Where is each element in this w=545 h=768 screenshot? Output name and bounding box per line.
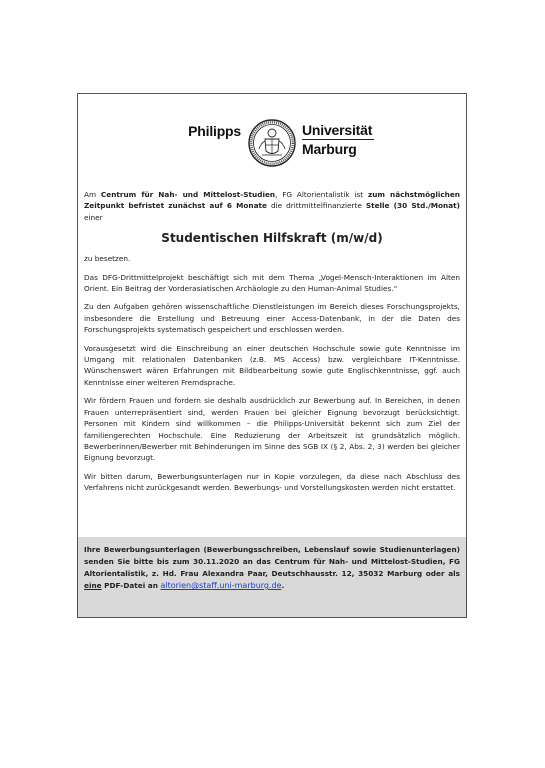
footer-underlined-word: eine	[84, 581, 102, 590]
intro-text: einer	[84, 212, 103, 222]
position-title: Studentischen Hilfskraft (m/w/d)	[161, 231, 383, 246]
logo-word-marburg: Marburg	[302, 141, 357, 157]
posting-body	[84, 189, 460, 501]
paragraph-documents: Wir bitten darum, Bewerbungsunterlagen nur in Kopie vorzulegen, da diese nach Abschluss des Verfahrens nicht zurückgesandt werden. Bewerbungs- und Vorstellungskosten werden nicht erstattet.	[84, 471, 460, 493]
logo-divider	[302, 139, 374, 140]
paragraph-project: Das DFG-Drittmittelprojekt beschäftigt sich mit dem Thema „Vogel-Mensch-Interaktionen im Alten Orient. Ein Beitrag der Vorderasiatischen Archäologie zu den Human-Animal Studies.“	[84, 272, 460, 294]
paragraph-requirements: Vorausgesetzt wird die Einschreibung an einer deutschen Hochschule sowie gute Kenntnisse im Umgang mit relationalen Datenbanken (z.B. MS Access) bzw. vergleichbare IT-Kenntnisse. Wünschenswert wären Erfahrungen mit Bildbearbeitung sowie gute Englischkenntnisse, ggf. auch Kenntnisse einer weiteren Fremdsprache.	[84, 343, 460, 387]
footer-end: .	[281, 581, 285, 590]
logo-word-universitaet: Universität	[302, 122, 373, 138]
footer-text: Ihre Bewerbungsunterlagen (Bewerbungsschreiben, Lebenslauf sowie Studienunterlagen) senden Sie bitte bis zum 30.11.2020 an das Centrum für Nah- und Mittelost-Studien, FG Altorientalistik, z. Hd. Frau Alexandra Paar, Deutschhausstr. 12, 35032 Marburg oder als	[84, 545, 460, 578]
job-posting-frame	[77, 93, 467, 618]
email-link[interactable]: altorien@staff.uni-marburg.de	[160, 581, 282, 590]
paragraph-fill: zu besetzen.	[84, 254, 131, 264]
application-footer	[78, 537, 466, 617]
intro-text: Am	[84, 190, 101, 199]
logo-wordmark-right	[302, 123, 374, 157]
paragraph-equality: Wir fördern Frauen und fordern sie deshalb ausdrücklich zur Bewerbung auf. In Bereichen, in denen Frauen unterrepräsentiert sind, werden Frauen bei gleicher Eignung bevorzugt berücksichtigt. Personen mit Kindern sind willkommen – die Philipps-Universität bekennt sich zum Ziel der familiengerechten Hochschule. Eine Reduzierung der Arbeitszeit ist grundsätzlich möglich. Bewerberinnen/Bewerber mit Behinderungen im Sinne des SGB IX (§ 2, Abs. 2, 3) werden bei gleicher Eignung bevorzugt.	[84, 396, 460, 463]
logo-word-philipps: Philipps	[188, 123, 241, 139]
intro-text: , FG Altorientalistik ist	[275, 190, 368, 199]
intro-paragraph	[84, 189, 460, 223]
intro-institute: Centrum für Nah- und Mittelost-Studien	[100, 190, 276, 199]
intro-period: zum nächstmöglichen Zeitpunkt befristet zunächst auf 6 Monate	[84, 190, 460, 211]
university-logo	[78, 119, 466, 167]
paragraph-tasks: Zu den Aufgaben gehören wissenschaftliche Dienstleistungen im Bereich dieses Forschungsprojekts, insbesondere die Erstellung und Betreuung einer Access-Datenbank, in der die Daten des Forschungsprojekts systematisch gespeichert und erschlossen werden.	[84, 302, 460, 335]
footer-text: PDF-Datei an	[101, 581, 161, 590]
intro-text: die drittmittelfinanzierte	[267, 201, 366, 211]
intro-hours: Stelle (30 Std./Monat)	[365, 201, 460, 211]
university-seal-icon	[248, 119, 296, 167]
